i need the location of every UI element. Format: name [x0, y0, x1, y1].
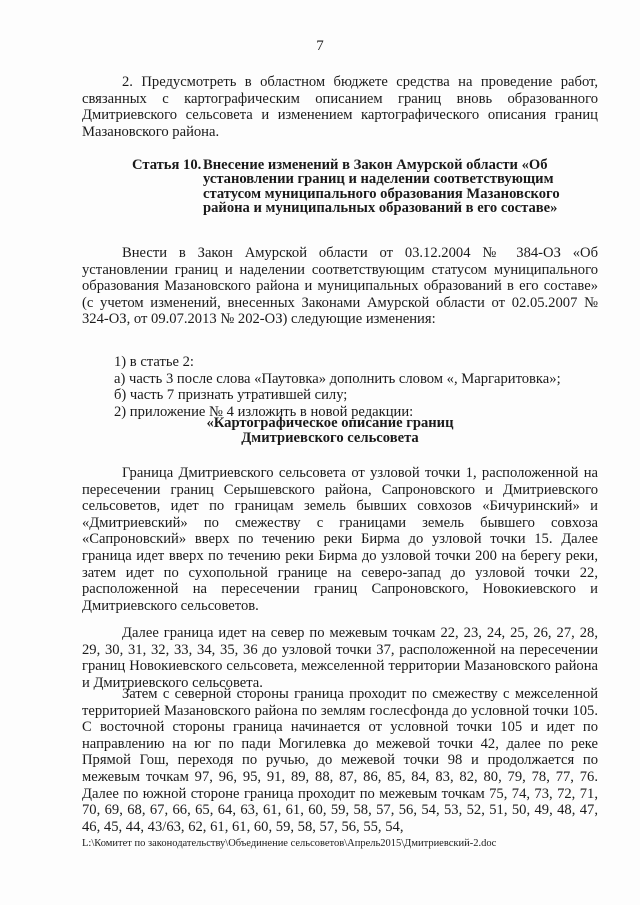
item-2-paragraph: 2. Предусмотреть в областном бюджете средства на проведение работ, связанных с картографическим описанием границ вновь образованного Дмитриевского сельсовета и изменением картографического описания границ Мазановского района.: [82, 74, 598, 140]
boundary-paragraph-1: Граница Дмитриевского сельсовета от узловой точки 1, расположенной на пересечении границ Серышевского района, Сапроновского и Дмитриевского сельсоветов, идет по границам земель бывших совхозов «Бичуринский» и «Дмитриевский» по смежеству с границами земель бывшего совхоза «Сапроновский» вверх по течению реки Бирма до узловой точки 15. Далее граница идет вверх по течению реки Бирма до узловой точки 200 на берегу реки, затем идет по сухопольной границе на северо-запад до узловой точки 22, расположенной на пересечении границ Сапроновского, Новокиевского и Дмитриевского сельсоветов.: [82, 465, 598, 614]
list-item: 1) в статье 2:: [114, 354, 194, 370]
amendment-list: [114, 354, 604, 420]
list-item: а) часть 3 после слова «Паутовка» дополнить словом «, Маргаритовка»;: [114, 370, 561, 387]
page-number: 7: [316, 38, 324, 54]
article-title: Внесение изменений в Закон Амурской области «Об установлении границ и наделении соответствующим статусом муниципального образования Мазановского района и муниципальных образований в его составе»: [203, 157, 560, 217]
article-label: Статья 10.: [132, 157, 202, 173]
file-path-footer: L:\Комитет по законодательству\Объединение сельсоветов\Апрель2015\Дмитриевский-2.doc: [82, 838, 497, 849]
cartographic-description-heading: [200, 416, 460, 446]
subheading-line-1: «Картографическое описание границ: [206, 415, 454, 431]
list-item: 2) приложение № 4 изложить в новой редакции:: [114, 403, 414, 420]
boundary-paragraph-3: Затем с северной стороны граница проходит по смежеству с межселенной территорией Мазановского района по землям гослесфонда до условной точки 105. С восточной стороны граница начинается от условной точки 105 и идет по направлению на юг по пади Могилевка до межевой точки 42, далее по реке Прямой Гош, переходя по ручью, до межевой точки 98 и продолжается по межевым точкам 97, 96, 95, 91, 89, 88, 87, 86, 85, 84, 83, 82, 80, 79, 78, 77, 76. Далее по южной стороне граница проходит по межевым точкам 75, 74, 73, 72, 71, 70, 69, 68, 67, 66, 65, 64, 63, 61, 61, 60, 59, 58, 57, 56, 54, 53, 52, 51, 50, 49, 48, 47, 46, 45, 44, 43/63, 62, 61, 61, 60, 59, 58, 57, 56, 55, 54,: [82, 686, 598, 835]
list-item: б) часть 7 признать утратившей силу;: [114, 387, 348, 404]
subheading-line-2: Дмитриевского сельсовета: [241, 429, 419, 446]
article-heading: [132, 158, 592, 216]
boundary-paragraph-2: Далее граница идет на север по межевым точкам 22, 23, 24, 25, 26, 27, 28, 29, 30, 31, 32, 33, 34, 35, 36 до узловой точки 37, расположенной на пересечении границ Новокиевского сельсовета, межселенной территории Мазановского района и Дмитриевского сельсовета.: [82, 625, 598, 691]
intro-paragraph: Внести в Закон Амурской области от 03.12.2004 № 384-ОЗ «Об установлении границ и наделении соответствующим статусом муниципального образования Мазановского района и муниципальных образований в его составе» (с учетом изменений, внесенных Законами Амурской области от 02.05.2007 № 324-ОЗ, от 09.07.2013 № 202-ОЗ) следующие изменения:: [82, 245, 598, 328]
